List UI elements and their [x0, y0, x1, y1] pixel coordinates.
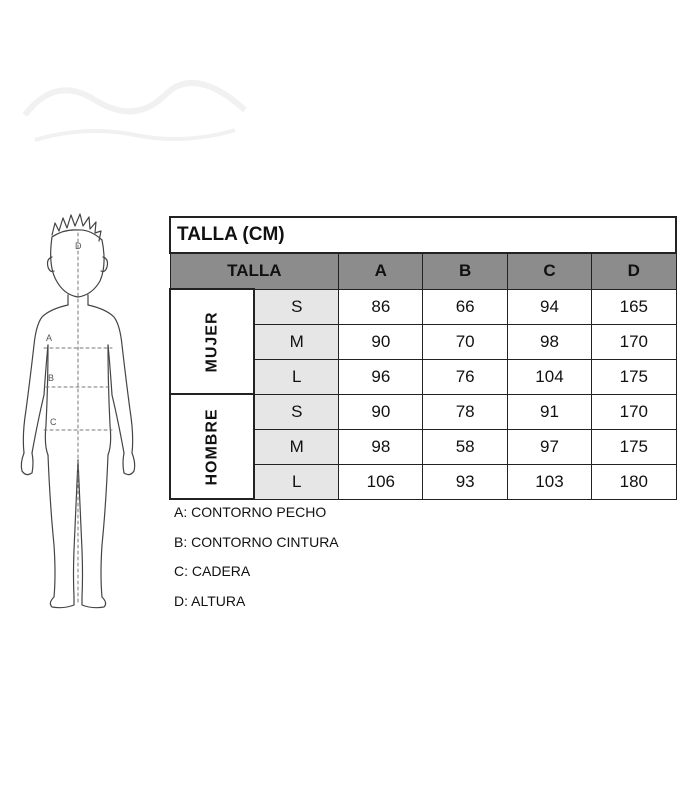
child-measurement-figure — [8, 205, 153, 615]
table-cell: 70 — [423, 324, 507, 359]
table-cell: 66 — [423, 289, 507, 324]
table-cell: 175 — [592, 359, 676, 394]
table-row — [170, 394, 676, 429]
size-chart-table — [169, 216, 677, 500]
column-header-d: D — [592, 253, 676, 289]
table-cell: 106 — [339, 464, 423, 499]
table-cell: 96 — [339, 359, 423, 394]
size-column-header: TALLA — [170, 253, 339, 289]
figure-label-a: A — [46, 333, 53, 343]
table-cell: 175 — [592, 429, 676, 464]
table-cell: 180 — [592, 464, 676, 499]
legend-item-a: A: CONTORNO PECHO — [174, 504, 327, 520]
measurement-legend — [174, 502, 339, 620]
size-label: M — [254, 324, 338, 359]
table-cell: 170 — [592, 324, 676, 359]
table-cell: 98 — [339, 429, 423, 464]
table-cell: 165 — [592, 289, 676, 324]
group-label-mujer: MUJER — [170, 289, 254, 394]
column-header-a: A — [339, 253, 423, 289]
size-label: M — [254, 429, 338, 464]
table-title: TALLA (CM) — [170, 217, 676, 253]
table-cell: 94 — [507, 289, 591, 324]
column-header-c: C — [507, 253, 591, 289]
size-label: L — [254, 464, 338, 499]
legend-item-d: D: ALTURA — [174, 592, 246, 609]
figure-outline — [21, 214, 134, 608]
table-row — [170, 289, 676, 324]
table-cell: 97 — [507, 429, 591, 464]
figure-label-d: D — [75, 241, 82, 251]
table-cell: 78 — [423, 394, 507, 429]
table-cell: 104 — [507, 359, 591, 394]
size-label: S — [254, 289, 338, 324]
table-cell: 93 — [423, 464, 507, 499]
size-label: S — [254, 394, 338, 429]
table-cell: 98 — [507, 324, 591, 359]
group-label-hombre: HOMBRE — [170, 394, 254, 499]
table-cell: 58 — [423, 429, 507, 464]
legend-item-b: B: CONTORNO CINTURA — [174, 533, 339, 550]
size-label: L — [254, 359, 338, 394]
figure-label-c: C — [50, 417, 57, 427]
table-cell: 76 — [423, 359, 507, 394]
table-cell: 91 — [507, 394, 591, 429]
table-cell: 103 — [507, 464, 591, 499]
table-cell: 90 — [339, 324, 423, 359]
column-header-b: B — [423, 253, 507, 289]
table-cell: 90 — [339, 394, 423, 429]
table-cell: 170 — [592, 394, 676, 429]
legend-item-c: C: CADERA — [174, 563, 251, 579]
table-cell: 86 — [339, 289, 423, 324]
faded-watermark — [15, 55, 255, 165]
table-header-row — [170, 253, 676, 289]
figure-label-b: B — [48, 373, 55, 383]
